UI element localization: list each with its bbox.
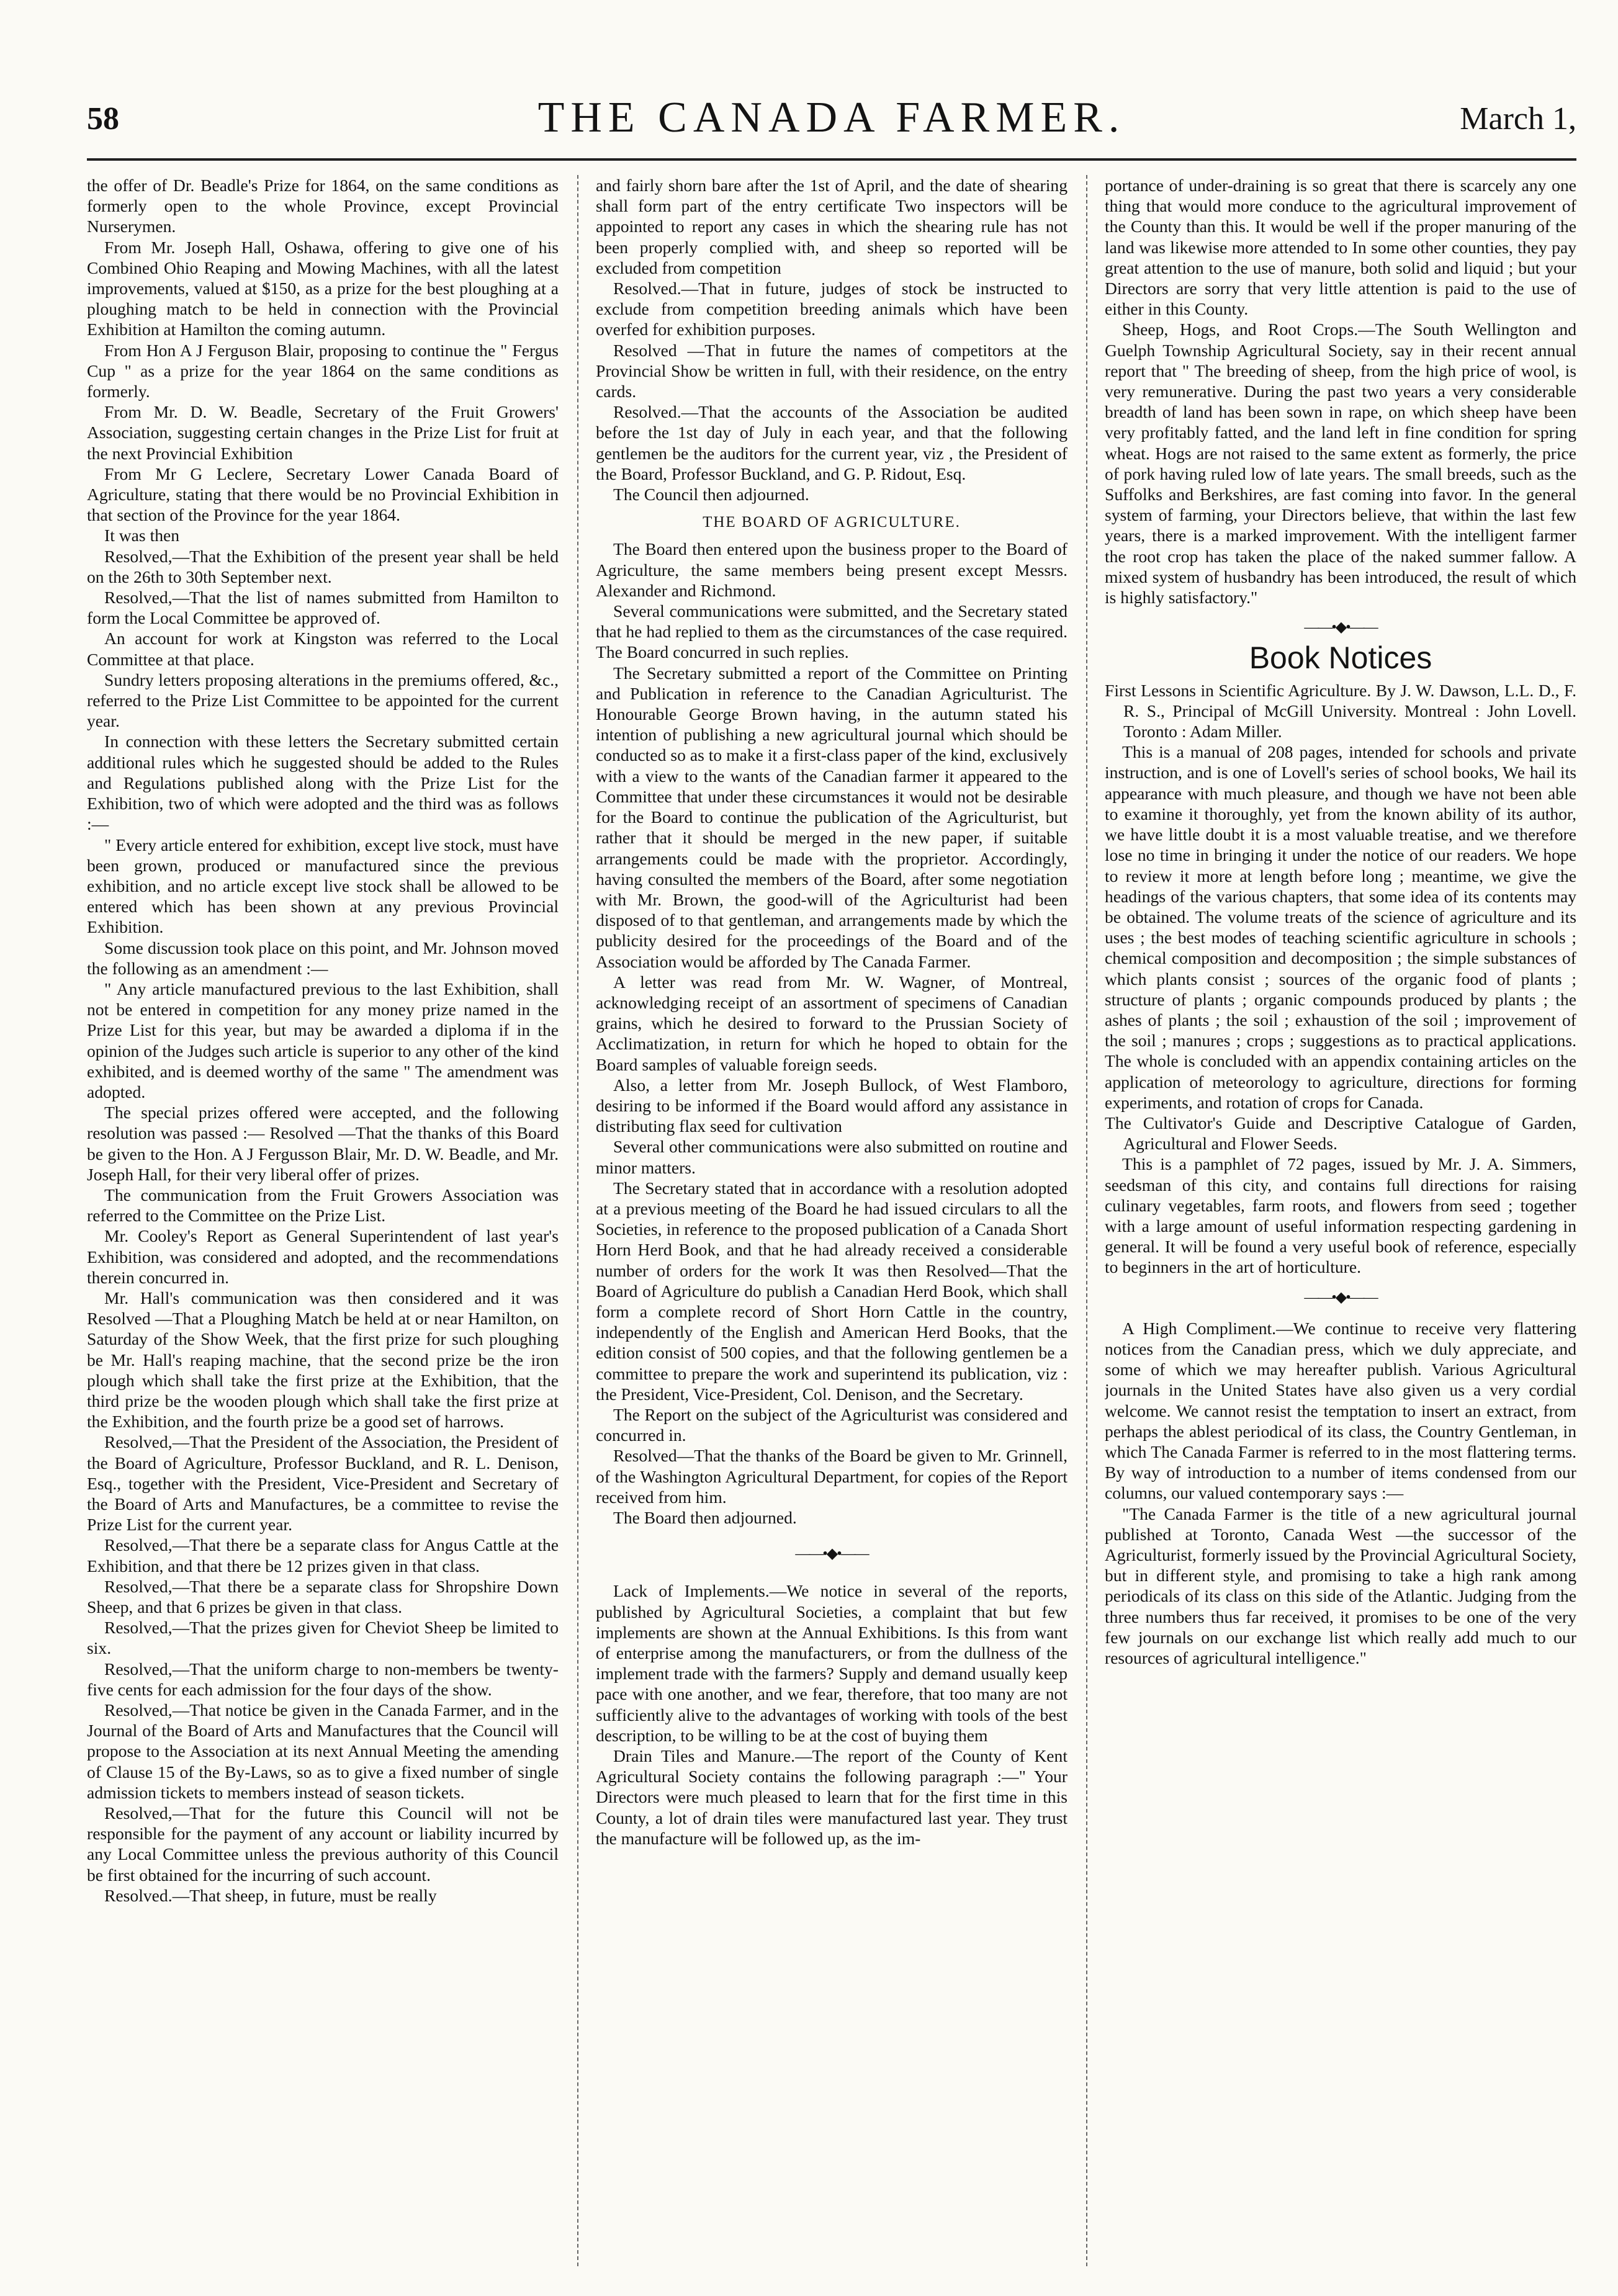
resolution: Resolved —That in future the names of competitors at the Provincial Show be written in full, with their residence, on the entry cards. (596, 340, 1067, 401)
resolution: Resolved,—That notice be given in the Canada Farmer, and in the Journal of the Board of Arts and Manufactures that the Council will propose to the Association at its next Annual Meeting the amending of Clause 15 of the By-Laws, so as to give a fixed number of single admission tickets to members instead of season tickets. (87, 1700, 559, 1802)
resolution: Resolved.—That in future, judges of stock be instructed to exclude from competition breeding animals which have been overfed for exhibition purposes. (596, 279, 1067, 339)
resolution: Resolved—That the thanks of the Board be given to Mr. Grinnell, of the Washington Agricultural Department, for copies of the Report received from him. (596, 1446, 1067, 1507)
article-lack-of-implements: Lack of Implements.—We notice in several of the reports, published by Agricultural Societies, a complaint that but few implements are shown at the Annual Exhibitions. Is this from want of enterprise among the manufacturers, or from the dullness of the implement trade with the farmers? Supply and demand usually keep pace with one another, and we fear, therefore, that too many are not sufficiently alive to the advantages of working with tools of the best description, to be willing to be at the cost of buying them (596, 1581, 1067, 1745)
page-number: 58 (87, 101, 119, 137)
paragraph: The Board then adjourned. (613, 1508, 797, 1527)
resolution: Resolved.—That the accounts of the Association be audited before the 1st day of July in each year, and that the following gentlemen be the auditors for the current year, viz , the President of the Board, Professor Buckland, and G. P. Ridout, Esq. (596, 402, 1067, 483)
paragraph: The Council then adjourned. (613, 485, 809, 504)
resolution: Resolved,—That the President of the Association, the President of the Board of Agriculture, Professor Buckland, and R. L. Denison, Esq., together with the President, Vice-President and Secretary of the Board of Arts and Manufactures, be a committee to revise the Prize List for the current year. (87, 1432, 559, 1535)
article-drain-tiles: Drain Tiles and Manure.—The report of the County of Kent Agricultural Society contains the following paragraph :—" Your Directors were much pleased to learn that for the first time in this County, a lot of drain tiles were manufactured last year. They trust the manufacture will be followed up, as the im- (596, 1746, 1067, 1848)
quoted-rule: " Every article entered for exhibition, except live stock, must have been grown, produced or manufactured since the previous exhibition, and no article except live stock shall be allowed to be entered which has been shown at any previous Provincial Exhibition. (87, 835, 559, 937)
paragraph: Some discussion took place on this point, and Mr. Johnson moved the following as an amendment :— (87, 938, 559, 978)
resolution: Resolved.—That sheep, in future, must be really (104, 1885, 437, 1905)
article-high-compliment: A High Compliment.—We continue to receive very flattering notices from the Canadian press, which we duly appreciate, and some of which we may hereafter publish. Various Agricultural journals in the United States have also given us a very cordial welcome. We cannot resist the temptation to insert an extract, from perhaps the ablest periodical of its class, the Country Gentleman, in which The Canada Farmer is referred to in the most flattering terms. By way of introduction to a number of items condensed from our columns, our valued contemporary says :— (1105, 1318, 1576, 1503)
quoted-amendment: " Any article manufactured previous to the last Exhibition, shall not be entered in competition for any money prize named in the Prize List for this year, but may be awarded a diploma if in the opinion of the Judges such article is superior to any other of the kind exhibited, and is deemed worthy of the same " The amendment was adopted. (87, 979, 559, 1101)
resolution: Resolved,—That for the future this Council will not be responsible for the payment of any account or liability incurred by any Local Committee unless the previous authority of this Council be first obtained for the incurring of such account. (87, 1803, 559, 1885)
paragraph: The communication from the Fruit Growers Association was referred to the Committee on the Prize List. (87, 1185, 559, 1226)
paragraph: Several communications were submitted, and the Secretary stated that he had replied to them as the circumstances of the case required. The Board concurred in such replies. (596, 601, 1067, 662)
section-heading: THE BOARD OF AGRICULTURE. (703, 514, 961, 531)
column-3 (1105, 175, 1576, 2266)
resolution: Resolved,—That the list of names submitted from Hamilton to form the Local Committee be approved of. (87, 588, 559, 628)
paragraph: A letter was read from Mr. W. Wagner, of Montreal, acknowledging receipt of an assortment of specimens of Canadian grains, which he desired to forward to the Prussian Society of Acclimatization, in return for which he hoped to obtain for the Board samples of valuable foreign seeds. (596, 972, 1067, 1074)
ornament-divider: ——•◆•—— (1304, 1289, 1377, 1306)
paragraph: The Secretary submitted a report of the Committee on Printing and Publication in reference to the Canadian Agriculturist. The Honourable George Brown having, in the autumn stated his intention of publishing a new agricultural journal which should be conducted so as to make it a first-class paper of the kind, exclusively with a view to the wants of the Canadian farmer it appeared to the Committee that under these circumstances it would not be desirable for the Board to continue the publication of the Agriculturist, but rather that it should be merged in the new paper, if suitable arrangements could be made with the proprietor. Accordingly, having consulted the members of the Board, after some negotiation with Mr. Brown, the good-will of the Agriculturist had been disposed of to that gentleman, and arrangements made by which the publicity desired for the proceedings of the Board and of the Association would be afforded by The Canada Farmer. (596, 663, 1067, 971)
paragraph: The special prizes offered were accepted, and the following resolution was passed :— Resolved —That the thanks of this Board be given to the Hon. A J Fergusson Blair, Mr. D. W. Beadle, and Mr. Joseph Hall, for their very liberal offer of prizes. (87, 1103, 559, 1184)
paragraph: In connection with these letters the Secretary submitted certain additional rules which he suggested should be added to the Rules and Regulations published along with the Prize List for the Exhibition, two of which were adopted and the third was as follows :— (87, 732, 559, 834)
paragraph: Sundry letters proposing alterations in the premiums offered, &c., referred to the Prize List Committee to be appointed for the current year. (87, 670, 559, 731)
book-notices-heading: Book Notices (1249, 640, 1432, 676)
book-review: This is a pamphlet of 72 pages, issued by Mr. J. A. Simmers, seedsman of this city, and contains full directions for raising culinary vegetables, farm roots, and flowers from seed ; together with a large amount of useful information respecting gardening in general. It will be found a very useful book of reference, especially to beginners in the art of horticulture. (1105, 1154, 1576, 1277)
paragraph: Mr. Cooley's Report as General Superintendent of last year's Exhibition, was considered and adopted, and the recommendations therein concurred in. (87, 1226, 559, 1287)
column-1 (87, 175, 559, 2266)
paragraph: From Hon A J Ferguson Blair, proposing to continue the " Fergus Cup " as a prize for the year 1864 on the same conditions as formerly. (87, 340, 559, 401)
paragraph: From Mr G Leclere, Secretary Lower Canada Board of Agriculture, stating that there would be no Provincial Exhibition in that section of the Province for the year 1864. (87, 464, 559, 525)
column-2 (596, 175, 1067, 2266)
resolution: Resolved,—That the prizes given for Cheviot Sheep be limited to six. (87, 1618, 559, 1658)
column-divider (577, 175, 578, 2266)
quoted-extract: "The Canada Farmer is the title of a new agricultural journal published at Toronto, Canada West —the successor of the Agriculturist, formerly issued by the Provincial Agricultural Society, but in different style, and promising to take a high rank among periodicals of its class on this side of the Atlantic. Judging from the three numbers thus far received, it promises to be one of the very few journals on our exchange list which really add much to our resources of agricultural intelligence." (1105, 1504, 1576, 1668)
page-header (87, 93, 1576, 149)
paragraph: and fairly shorn bare after the 1st of April, and the date of shearing shall form part of the entry certificate Two inspectors will be appointed to report any cases in which the shearing rule has not been properly complied with, and sheep so reported will be excluded from competition (596, 176, 1067, 277)
paragraph: portance of under-draining is so great that there is scarcely any one thing that would more conduce to the agricultural improvement of the County than this. It would be well if the proper manuring of the land was likewise more attended to In some other counties, they pay great attention to the use of manure, both solid and liquid ; but your Directors are sorry that very little attention is paid to the use of either in this County. (1105, 176, 1576, 319)
article-sheep-hogs: Sheep, Hogs, and Root Crops.—The South Wellington and Guelph Township Agricultural Society, say in their recent annual report that " The breeding of sheep, from the high price of wool, is very remunerative. During the past two years a very considerable breadth of land has been sown in rape, on which sheep have been very profitably fatted, and the land left in fine condition for spring wheat. Hogs are not raised to the same extent as formerly, the price of pork having ruled low of late years. The small breeds, such as the Suffolks and Berkshires, are fast coming into favor. In the general system of farming, your Directors believe, that within the last few years, there is a marked improvement. With the intelligent farmer the root crop has taken the place of the naked summer fallow. A mixed system of husbandry has been introduced, the result of which is highly satisfactory." (1105, 320, 1576, 608)
resolution: Resolved,—That the uniform charge to non-members be twenty-five cents for each admission for the four days of the show. (87, 1659, 559, 1699)
ornament-divider: ——•◆•—— (1304, 619, 1377, 636)
paragraph: Mr. Hall's communication was then considered and it was Resolved —That a Ploughing Match be held at or near Hamilton, on Saturday of the Show Week, that the first prize for such ploughing be Mr. Hall's reaping machine, that the second prize be the iron plough which shall take the first prize at the Exhibition, that the third prize be the wooden plough which shall take the first prize at the Exhibition, and the fourth prize be a good set of harrows. (87, 1288, 559, 1432)
book-title-entry: The Cultivator's Guide and Descriptive Catalogue of Garden, Agricultural and Flower Seeds. (1105, 1113, 1576, 1154)
paragraph: The Board then entered upon the business proper to the Board of Agriculture, the same members being present except Messrs. Alexander and Richmond. (596, 539, 1067, 600)
paragraph: It was then (104, 526, 180, 545)
paragraph: the offer of Dr. Beadle's Prize for 1864, on the same conditions as formerly open to the whole Province, except Provincial Nurserymen. (87, 176, 559, 236)
book-review: This is a manual of 208 pages, intended for schools and private instruction, and is one of Lovell's series of school books, We hail its appearance with much pleasure, and though we have not been able to examine it thoroughly, yet from the known ability of its author, we have little doubt it is a most valuable treatise, and we therefore lose no time in bringing it under the notice of our readers. We hope to review it more at length before long ; meantime, we give the headings of the various chapters, that some idea of its contents may be obtained. The volume treats of the science of agriculture and its uses ; the best modes of teaching scientific agriculture in schools ; chemical composition and decomposition ; the simple substances of which plants consist ; sources of the organic food of plants ; structure of plants ; organic compounds produced by plants ; the ashes of plants ; the soil ; exhaustion of the soil ; improvement of the soil ; manures ; crops ; suggestions as to practical applications. The whole is concluded with an appendix containing articles on the application of meteorology to agriculture, directions for forming experiments, and rotation of crops for Canada. (1105, 742, 1576, 1112)
resolution: Resolved,—That there be a separate class for Shropshire Down Sheep, and that 6 prizes be given in that class. (87, 1576, 559, 1617)
header-rule (87, 158, 1576, 161)
issue-date: March 1, (1460, 101, 1576, 137)
paragraph: The Secretary stated that in accordance with a resolution adopted at a previous meeting of the Board he had issued circulars to all the Societies, in reference to the proposed publication of a Canada Short Horn Herd Book, and that he had already received a considerable number of orders for the work It was then Resolved—That the Board of Agriculture do publish a Canadian Herd Book, which shall form a complete record of Short Horn Cattle in the country, independently of the English and American Herd Books, that the edition consist of 500 copies, and that the following gentlemen be a committee to prepare the work and superintend its publication, viz : the President, Vice-President, Col. Denison, and the Secretary. (596, 1178, 1067, 1404)
paragraph: The Report on the subject of the Agriculturist was considered and concurred in. (596, 1404, 1067, 1445)
column-divider (1086, 175, 1087, 2266)
paragraph: From Mr. Joseph Hall, Oshawa, offering to give one of his Combined Ohio Reaping and Mowing Machines, with all the latest improvements, valued at $150, as a prize for the best ploughing at a ploughing match to be held in connection with the Provincial Exhibition at Hamilton the coming autumn. (87, 237, 559, 339)
resolution: Resolved,—That there be a separate class for Angus Cattle at the Exhibition, and that there be 12 prizes given in that class. (87, 1535, 559, 1576)
paragraph: From Mr. D. W. Beadle, Secretary of the Fruit Growers' Association, suggesting certain changes in the Prize List for fruit at the next Provincial Exhibition (87, 402, 559, 463)
ornament-divider: ——•◆•—— (795, 1546, 868, 1563)
paragraph: An account for work at Kingston was referred to the Local Committee at that place. (87, 629, 559, 669)
paragraph: Also, a letter from Mr. Joseph Bullock, of West Flamboro, desiring to be informed if the Board would afford any assistance in distributing flax seed for cultivation (596, 1075, 1067, 1136)
book-title-entry: First Lessons in Scientific Agriculture. By J. W. Dawson, L.L. D., F. R. S., Principal of McGill University. Montreal : John Lovell. Toronto : Adam Miller. (1105, 680, 1576, 742)
newspaper-title: THE CANADA FARMER. (537, 94, 1126, 141)
resolution: Resolved,—That the Exhibition of the present year shall be held on the 26th to 30th September next. (87, 546, 559, 586)
paragraph: Several other communications were also submitted on routine and minor matters. (596, 1137, 1067, 1177)
